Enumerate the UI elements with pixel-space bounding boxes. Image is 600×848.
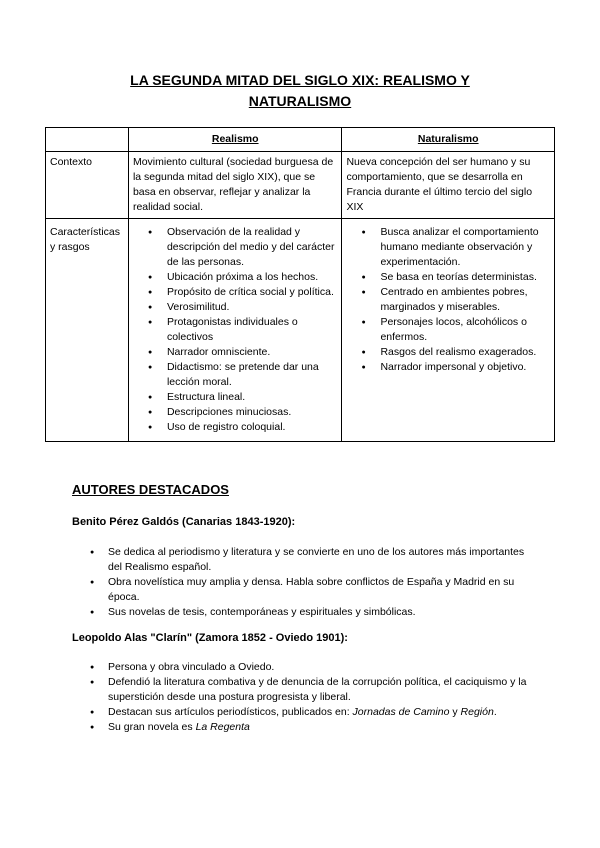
- page-title: [60, 70, 540, 112]
- title-line-1: LA SEGUNDA MITAD DEL SIGLO XIX: REALISMO Y: [130, 72, 470, 88]
- point-end: .: [493, 706, 497, 718]
- authors-section-title: AUTORES DESTACADOS: [72, 482, 229, 497]
- list-item: ● Obra novelística muy amplia y densa. Habla sobre conflictos de España y Madrid en su época.: [108, 575, 538, 605]
- work-title: La Regenta: [195, 721, 250, 733]
- clarin-points-list: [108, 660, 538, 735]
- list-item: ● Defendió la literatura combativa y de denuncia de la corrupción política, el caciquismo y la superstición desde una postura progresista y liberal.: [108, 675, 538, 705]
- list-item: ● Observación de la realidad y descripción del medio y del carácter de las personas.: [167, 225, 337, 270]
- header-realismo: Realismo: [128, 128, 341, 152]
- list-item: ● Propósito de crítica social y política.: [167, 285, 337, 300]
- row-label-contexto: Contexto: [46, 152, 129, 219]
- naturalismo-traits-list: [346, 225, 550, 375]
- list-item: ● Ubicación próxima a los hechos.: [167, 270, 337, 285]
- list-item: ● Se dedica al periodismo y literatura y se convierte en uno de los autores más importantes del Realismo español.: [108, 545, 538, 575]
- title-line-2: NATURALISMO: [248, 93, 352, 109]
- list-item: ● Protagonistas individuales o colectivos: [167, 315, 337, 345]
- list-item: ● Se basa en teorías deterministas.: [380, 270, 550, 285]
- contexto-realismo: Movimiento cultural (sociedad burguesa de la segunda mitad del siglo XIX), que se basa en observar, reflejar y analizar la realidad social.: [128, 152, 341, 219]
- point-join: y: [449, 706, 461, 718]
- list-item: ● Persona y obra vinculado a Oviedo.: [108, 660, 538, 675]
- list-item: [108, 720, 538, 735]
- table-header-row: [46, 128, 555, 152]
- realismo-traits-list: [133, 225, 337, 435]
- header-naturalismo: Naturalismo: [342, 128, 555, 152]
- author-galdos-heading: Benito Pérez Galdós (Canarias 1843-1920):: [72, 516, 296, 528]
- list-item: ● Centrado en ambientes pobres, marginados y miserables.: [380, 285, 550, 315]
- list-item: ● Sus novelas de tesis, contemporáneas y espirituales y simbólicas.: [108, 605, 538, 620]
- list-item: [108, 705, 538, 720]
- list-item: ● Estructura lineal.: [167, 390, 337, 405]
- list-item: ● Rasgos del realismo exagerados.: [380, 345, 550, 360]
- work-title: Región: [460, 706, 494, 718]
- author-clarin-heading: Leopoldo Alas "Clarín" (Zamora 1852 - Oviedo 1901):: [72, 632, 348, 644]
- row-label-caracteristicas: Características y rasgos: [46, 219, 129, 442]
- list-item: ● Uso de registro coloquial.: [167, 420, 337, 435]
- table-row-caracteristicas: [46, 219, 555, 442]
- point-text: Destacan sus artículos periodísticos, publicados en:: [108, 706, 353, 718]
- list-item: ● Narrador omnisciente.: [167, 345, 337, 360]
- table-row-contexto: [46, 152, 555, 219]
- list-item: ● Verosimilitud.: [167, 300, 337, 315]
- work-title: Jornadas de Camino: [352, 706, 450, 718]
- point-text: Su gran novela es: [108, 721, 196, 733]
- list-item: ● Didactismo: se pretende dar una lección moral.: [167, 360, 337, 390]
- list-item: ● Descripciones minuciosas.: [167, 405, 337, 420]
- contexto-naturalismo: Nueva concepción del ser humano y su comportamiento, que se desarrolla en Francia durante el último tercio del siglo XIX: [342, 152, 555, 219]
- comparison-table: [45, 127, 555, 442]
- list-item: ● Narrador impersonal y objetivo.: [380, 360, 550, 375]
- list-item: ● Personajes locos, alcohólicos o enfermos.: [380, 315, 550, 345]
- header-empty: [46, 128, 129, 152]
- galdos-points-list: [108, 545, 538, 620]
- list-item: ● Busca analizar el comportamiento humano mediante observación y experimentación.: [380, 225, 550, 270]
